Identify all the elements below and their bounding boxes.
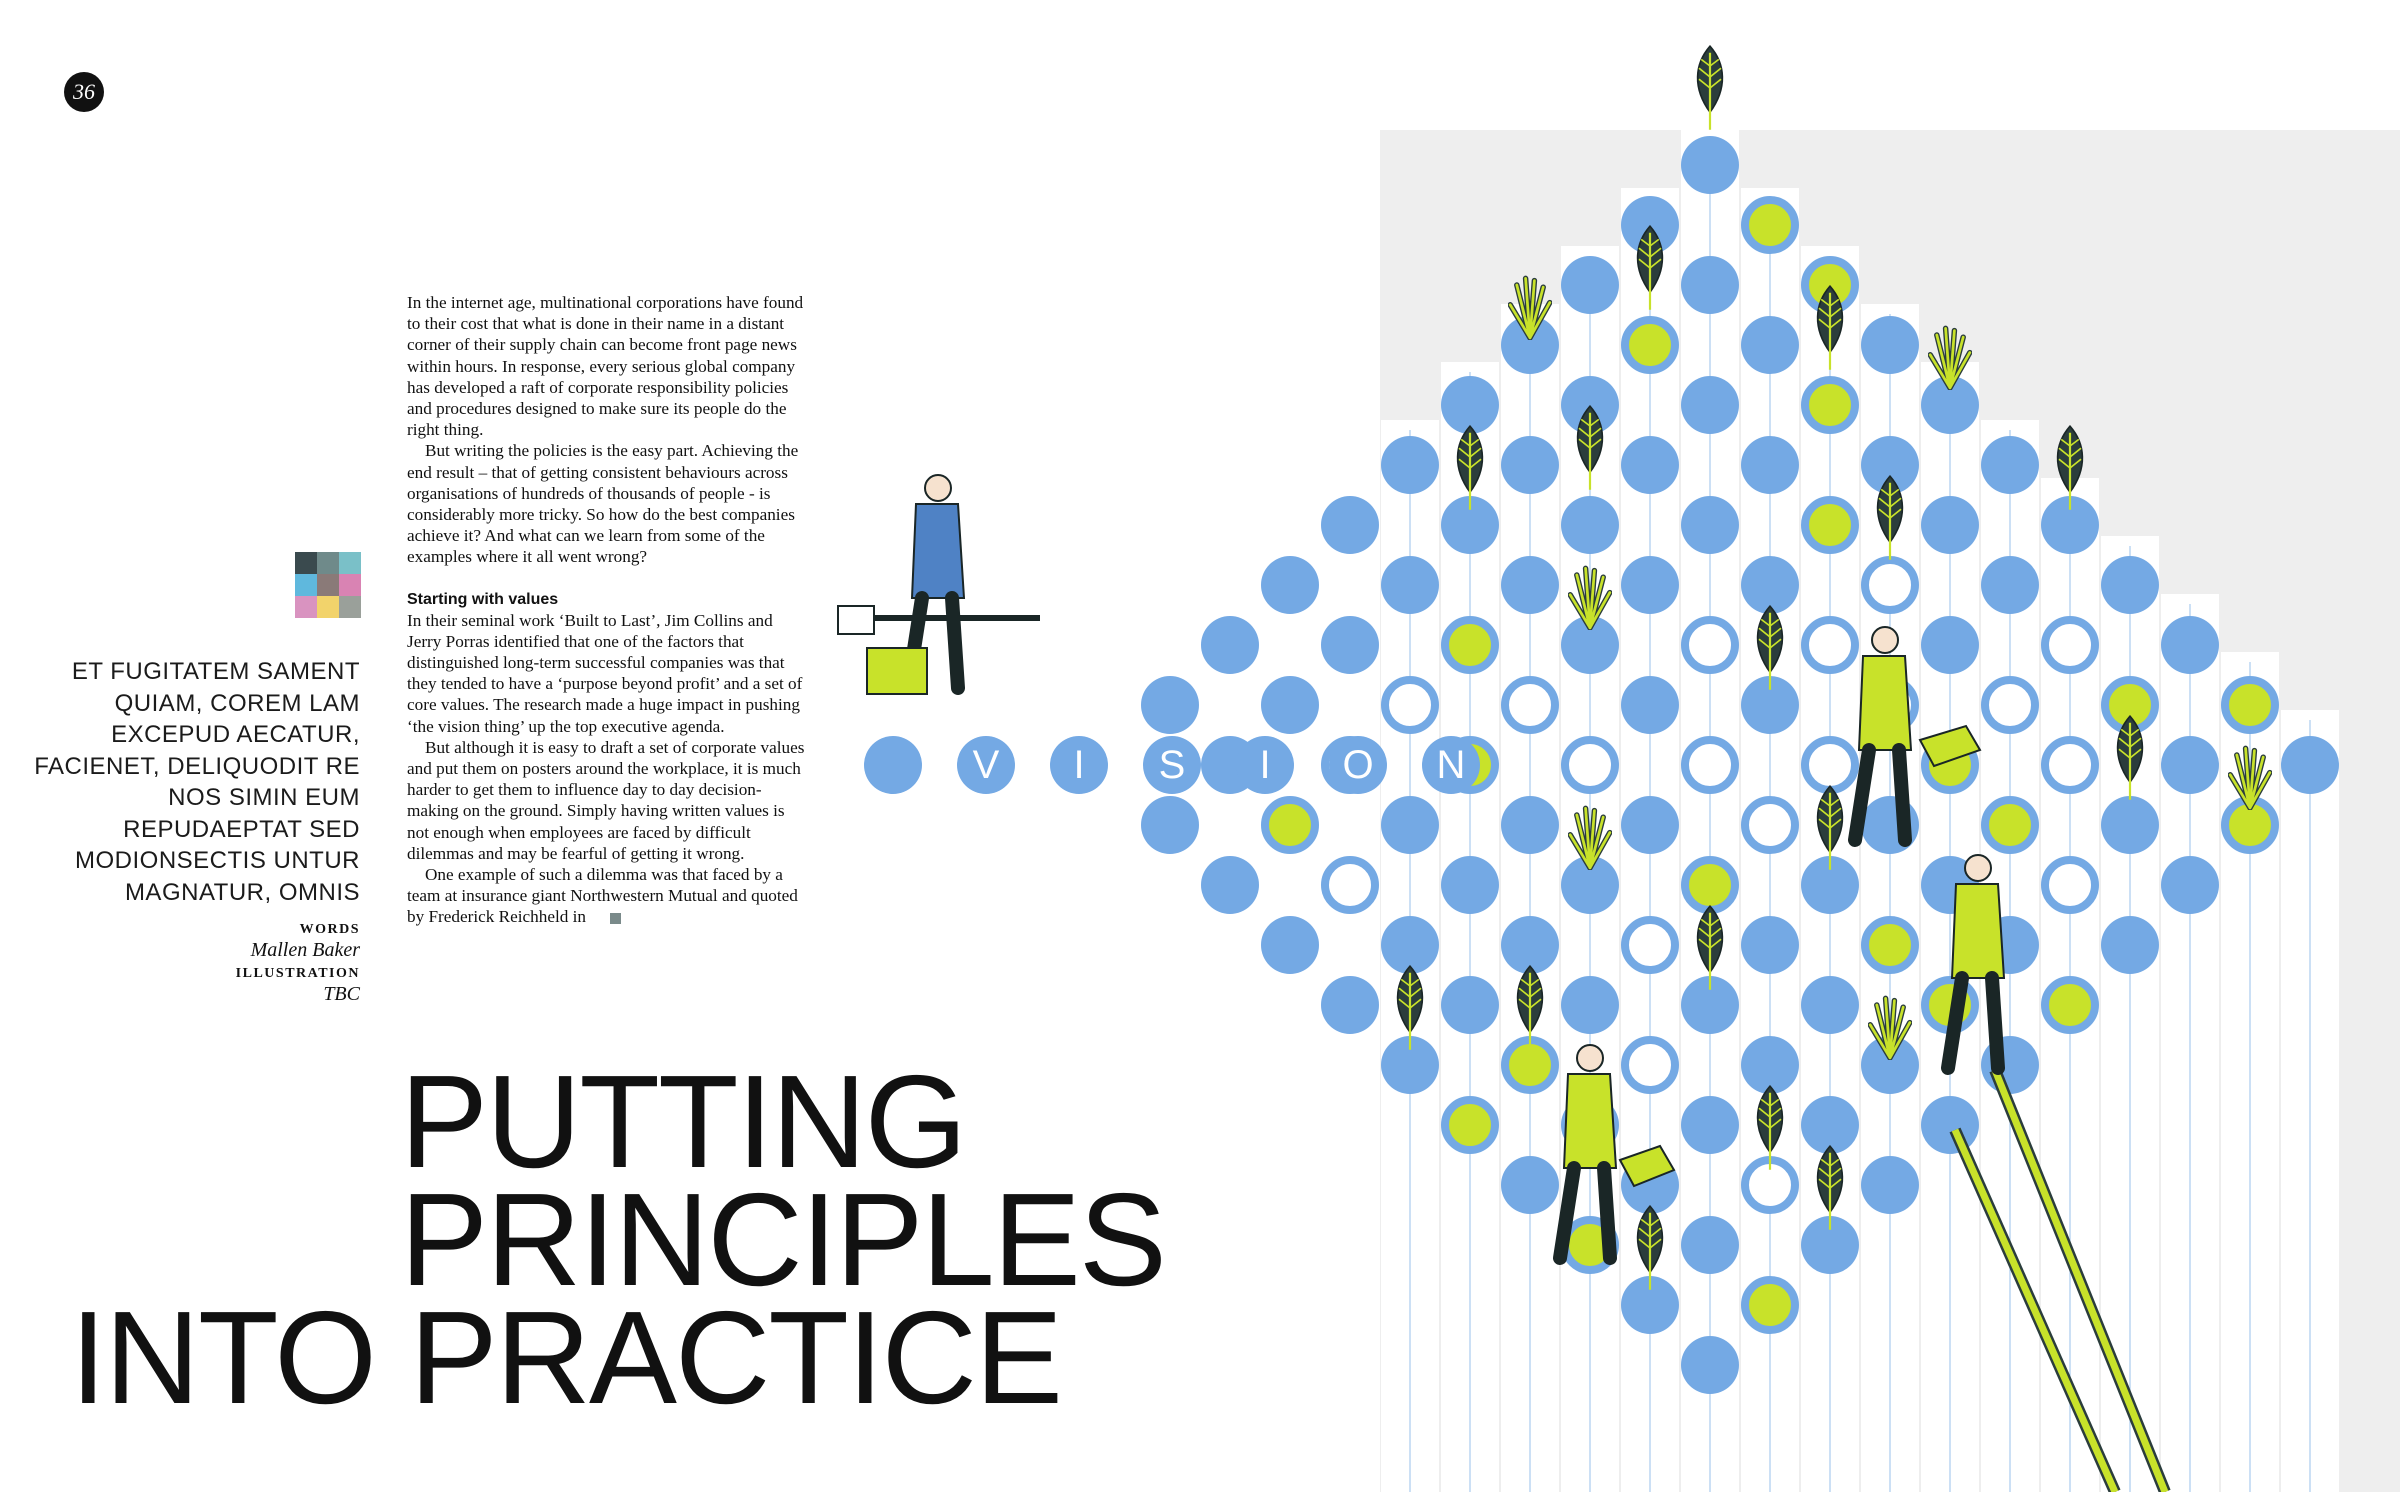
lime-dot xyxy=(1625,320,1675,370)
lime-dot xyxy=(1865,920,1915,970)
ring-dot xyxy=(1385,680,1435,730)
lime-dot xyxy=(2045,980,2095,1030)
ring-dot xyxy=(1325,860,1375,910)
article-body xyxy=(407,292,805,928)
blue-dot xyxy=(1381,436,1439,494)
blue-dot xyxy=(1681,1336,1739,1394)
blue-dot xyxy=(1561,976,1619,1034)
head xyxy=(1965,855,1991,881)
page-number: 36 xyxy=(64,72,104,112)
blue-dot xyxy=(1441,856,1499,914)
lime-dot xyxy=(1445,620,1495,670)
blue-dot xyxy=(1621,796,1679,854)
blue-dot xyxy=(1681,496,1739,554)
ring-dot xyxy=(1505,680,1555,730)
head xyxy=(1872,627,1898,653)
ring-dot xyxy=(1805,740,1855,790)
vision-letter: I xyxy=(1073,743,1085,787)
blue-dot xyxy=(1741,436,1799,494)
standfirst: ET FUGITATEM SAMENT QUIAM, COREM LAM EXCEPUD AECATUR, FACIENET, DELIQUODIT RE NOS SIMIN EUM REPUDAEPTAT SED MODIONSECTIS UNTUR MAGNATUR, OMNIS xyxy=(34,658,360,906)
vision-letter: V xyxy=(972,743,1000,787)
blue-dot xyxy=(1201,856,1259,914)
lime-dot xyxy=(1805,500,1855,550)
paragraph: In their seminal work ‘Built to Last’, Jim Collins and Jerry Porras identified that one of the factors that distinguished long-term successful companies was that they tended to have a ‘purpose beyond profit’ and a set of core values. The research made a huge impact in pushing ‘the vision thing’ up the top executive agenda. xyxy=(407,610,803,736)
vision-dot xyxy=(864,736,922,794)
head xyxy=(925,475,951,501)
blue-dot xyxy=(1201,616,1259,674)
ring-dot xyxy=(1865,560,1915,610)
blue-dot xyxy=(1441,976,1499,1034)
blue-dot xyxy=(2101,796,2159,854)
ring-dot xyxy=(1625,1040,1675,1090)
swatch-cell xyxy=(295,574,317,596)
lime-dot xyxy=(1745,200,1795,250)
blue-dot xyxy=(2281,736,2339,794)
headline-line-3: INTO PRACTICE xyxy=(70,1284,1062,1431)
blue-dot xyxy=(1681,136,1739,194)
ring-dot xyxy=(1625,920,1675,970)
blue-dot xyxy=(1321,976,1379,1034)
lime-dot xyxy=(1985,800,2035,850)
swatch-cell xyxy=(339,596,361,618)
blue-dot xyxy=(2161,856,2219,914)
blue-dot xyxy=(1321,496,1379,554)
swatch-cell xyxy=(317,574,339,596)
blue-dot xyxy=(1741,916,1799,974)
paragraph-text: One example of such a dilemma was that faced by a team at insurance giant Northwestern Mutual and quoted by Frederick Reichheld in xyxy=(407,865,798,927)
vision-letter: S xyxy=(1158,743,1186,787)
ring-dot xyxy=(2045,740,2095,790)
shovel-blade xyxy=(838,606,874,634)
lime-dot xyxy=(1685,860,1735,910)
swatch-cell xyxy=(295,596,317,618)
blue-dot xyxy=(1621,556,1679,614)
blue-dot xyxy=(1681,256,1739,314)
ring-dot xyxy=(1685,740,1735,790)
blue-dot xyxy=(1681,376,1739,434)
blue-dot xyxy=(1141,796,1199,854)
tree-icon xyxy=(1698,46,1723,130)
blue-dot xyxy=(1861,1156,1919,1214)
blue-dot xyxy=(1501,796,1559,854)
blue-dot xyxy=(1741,316,1799,374)
jacket xyxy=(1564,1074,1616,1168)
ring-dot xyxy=(2045,620,2095,670)
blue-dot xyxy=(1921,496,1979,554)
blue-dot xyxy=(1621,676,1679,734)
lime-dot xyxy=(1805,380,1855,430)
blue-dot xyxy=(1501,436,1559,494)
blue-dot xyxy=(2161,616,2219,674)
lime-dot xyxy=(1265,800,1315,850)
paragraph xyxy=(407,864,805,928)
swatch-cell xyxy=(339,574,361,596)
blue-dot xyxy=(2101,556,2159,614)
paragraph: In the internet age, multinational corporations have found to their cost that what is done in their name in a distant corner of their supply chain can become front page news within hours. In response, every serious global company has developed a raft of corporate responsibility policies and procedures designed to make sure its people do the right thing. xyxy=(407,293,804,440)
ring-dot xyxy=(1685,620,1735,670)
blue-dot xyxy=(1921,1096,1979,1154)
vision-letter: O xyxy=(1342,743,1374,787)
jacket xyxy=(1859,656,1911,750)
blue-dot xyxy=(1321,616,1379,674)
lime-dot xyxy=(1445,1100,1495,1150)
paragraph: But although it is easy to draft a set of corporate values and put them on posters around the workplace, it is much harder to get them to influence day to day decision-making on the ground. Simply having written values is not enough when employees are faced by difficult dilemmas and may be fearful of getting it wrong. xyxy=(407,737,805,863)
blue-dot xyxy=(1801,976,1859,1034)
lime-dot xyxy=(1745,1280,1795,1330)
blue-dot xyxy=(1921,616,1979,674)
swatch-cell xyxy=(339,552,361,574)
illustrator-name: TBC xyxy=(323,983,360,1005)
blue-dot xyxy=(2161,736,2219,794)
blue-dot xyxy=(1621,436,1679,494)
blue-dot xyxy=(1561,496,1619,554)
swatch-cell xyxy=(295,552,317,574)
blue-dot xyxy=(1861,316,1919,374)
blue-dot xyxy=(1981,436,2039,494)
swatch-cell xyxy=(317,552,339,574)
subheading: Starting with values xyxy=(407,590,559,608)
ring-dot xyxy=(1565,740,1615,790)
blue-dot xyxy=(1381,796,1439,854)
illustration-label: ILLUSTRATION xyxy=(235,966,360,981)
briefcase-icon xyxy=(867,648,927,694)
vision-letter: N xyxy=(1436,743,1466,787)
vision-letter: I xyxy=(1259,743,1271,787)
blue-dot xyxy=(2101,916,2159,974)
ring-dot xyxy=(1805,620,1855,670)
swatch-cell xyxy=(317,596,339,618)
lime-dot xyxy=(2225,680,2275,730)
jacket xyxy=(912,504,964,598)
blue-dot xyxy=(1261,556,1319,614)
ring-dot xyxy=(1745,800,1795,850)
credits xyxy=(100,921,360,1009)
blue-dot xyxy=(1981,556,2039,614)
blue-dot xyxy=(1501,556,1559,614)
headline-line-2: PRINCIPLES xyxy=(400,1166,1165,1313)
words-label: WORDS xyxy=(299,922,360,937)
blue-dot xyxy=(1501,1156,1559,1214)
blue-dot xyxy=(1681,1216,1739,1274)
blue-dot xyxy=(1381,556,1439,614)
paragraph: But writing the policies is the easy part. Achieving the end result – that of getting consistent behaviours across organisations of hundreds of thousands of people - is considerably more tricky. So how do the best companies achieve it? And what can we learn from some of the examples where it all went wrong? xyxy=(407,441,799,567)
blue-dot xyxy=(1561,256,1619,314)
vision-garden-illustration xyxy=(820,0,2400,1492)
headline-line-1: PUTTING xyxy=(400,1048,966,1195)
blue-dot xyxy=(1141,676,1199,734)
continue-arrow-icon[interactable] xyxy=(610,913,621,924)
author-name: Mallen Baker xyxy=(250,939,360,961)
blue-dot xyxy=(1261,916,1319,974)
ring-dot xyxy=(1985,680,2035,730)
head xyxy=(1577,1045,1603,1071)
color-swatch xyxy=(295,552,361,618)
ring-dot xyxy=(2045,860,2095,910)
jacket xyxy=(1952,884,2004,978)
blue-dot xyxy=(1261,676,1319,734)
blue-dot xyxy=(1681,1096,1739,1154)
